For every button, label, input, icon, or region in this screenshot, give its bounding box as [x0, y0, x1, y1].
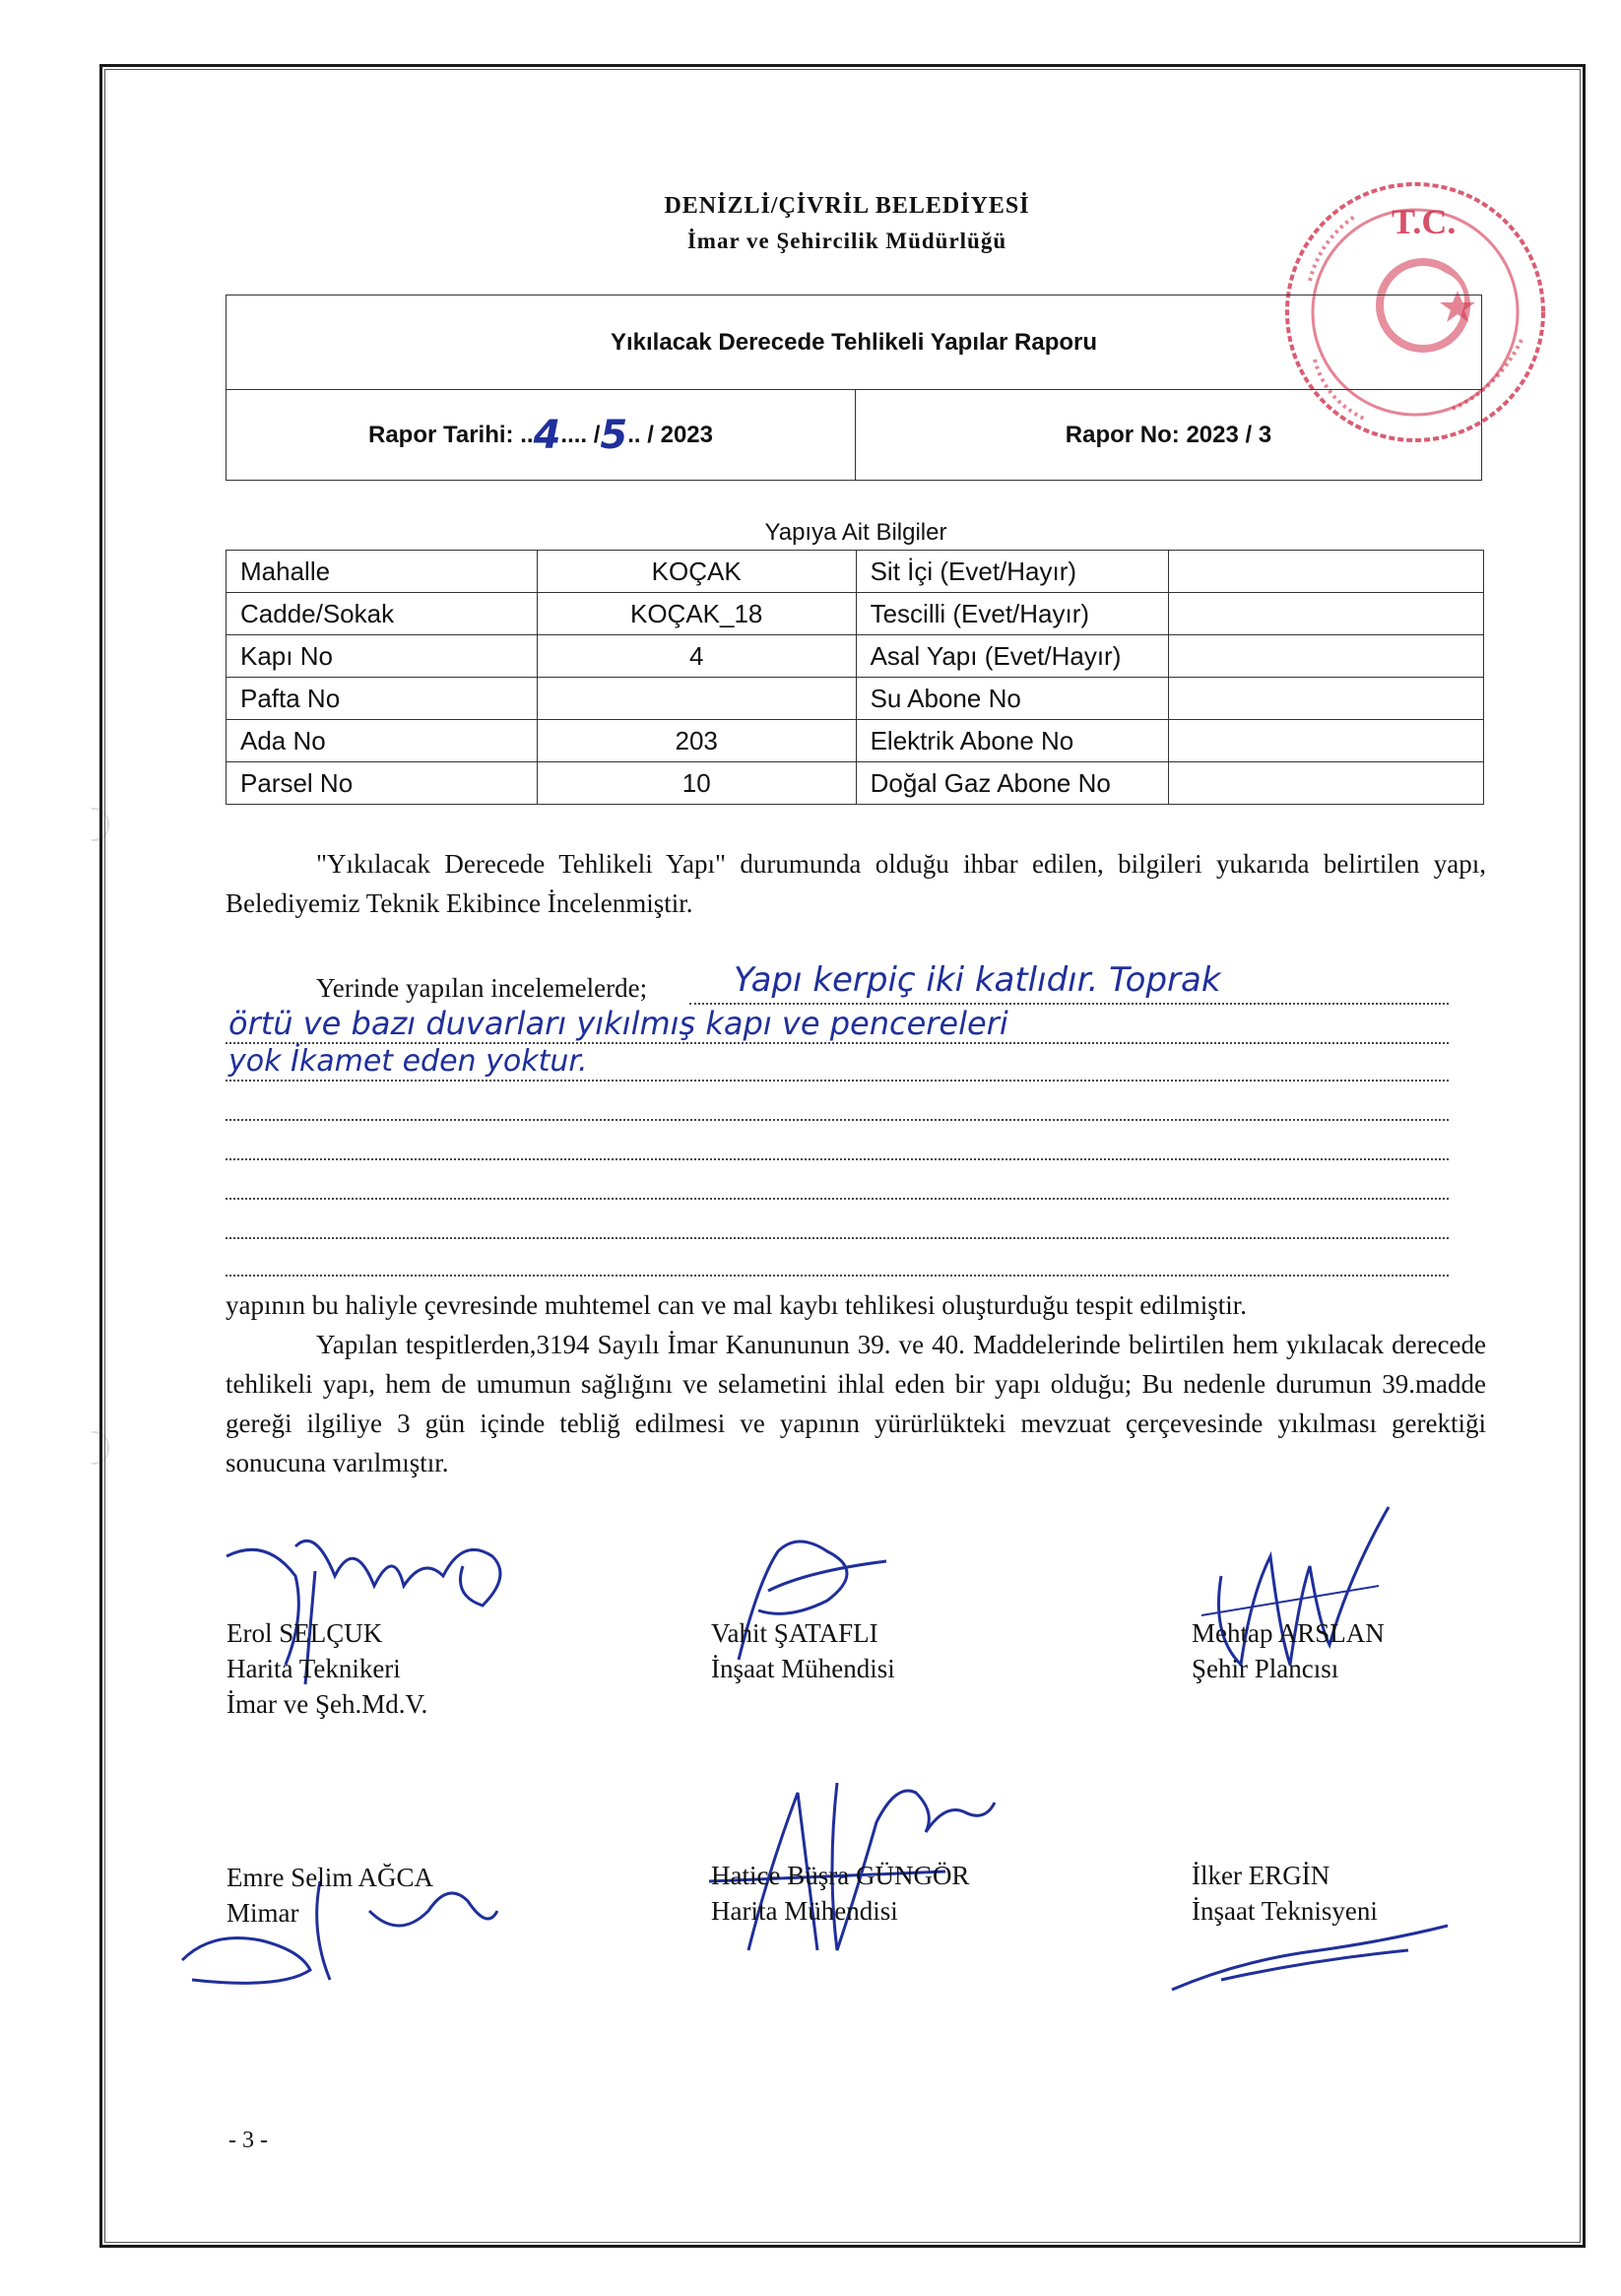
intro-paragraph: "Yıkılacak Derecede Tehlikeli Yapı" durumunda olduğu ihbar edilen, bilgileri yukarıda belirtilen yapı, Belediyemiz Teknik Ekibince İncelenmiştir. [226, 849, 1486, 918]
handwritten-line-3: yok İkamet eden yoktur. [228, 1044, 588, 1079]
report-title: Yıkılacak Derecede Tehlikeli Yapılar Raporu [226, 295, 1482, 390]
dotted-line [226, 1198, 1449, 1200]
handwritten-month: 5 [600, 412, 628, 458]
table-row: Kapı No 4 Asal Yapı (Evet/Hayır) [227, 635, 1484, 678]
table-row: Pafta No Su Abone No [227, 678, 1484, 720]
conclusion-paragraph: Yapılan tespitlerden,3194 Sayılı İmar Kanununun 39. ve 40. Maddelerinde belirtilen hem yıkılacak derecede tehlikeli yapı, hem de umumun sağlığını ve selametini ihlal eden bir yapı olduğu; Bu nedenle durumun 39.madde gereği ilgiliye 3 gün içinde tebliğ edilmesi ve yapının yürürlükteki mevzuat çerçevesinde yıkılması gerektiği sonucuna varılmıştır. [226, 1330, 1486, 1477]
org-title: DENİZLİ/ÇİVRİL BELEDİYESİ [664, 193, 1030, 219]
dotted-line [226, 1237, 1449, 1239]
table-row: Mahalle KOÇAK Sit İçi (Evet/Hayır) [227, 551, 1484, 593]
handwritten-day: 4 [533, 412, 561, 458]
signatory-5: Hatice Büşra GÜNGÖR Harita Mühendisi [711, 1861, 970, 1926]
inspection-label: Yerinde yapılan incelemelerde; [316, 973, 648, 1003]
signatory-6: İlker ERGİN İnşaat Teknisyeni [1192, 1861, 1378, 1926]
report-date: Rapor Tarihi: .. 4 .... / 5 .. / 2023 [226, 389, 856, 481]
stamp-text: T.C. [1392, 202, 1457, 241]
signatory-4: Emre Selim AĞCA Mimar [227, 1863, 433, 1928]
building-info-caption: Yapıya Ait Bilgiler [764, 519, 947, 546]
table-row: Cadde/Sokak KOÇAK_18 Tescilli (Evet/Hayır) [227, 593, 1484, 635]
dotted-line [226, 1119, 1449, 1121]
report-number: Rapor No: 2023 / 3 [855, 389, 1482, 481]
table-row: Ada No 203 Elektrik Abone No [227, 720, 1484, 762]
signatory-3: Mehtap ARSLAN Şehir Plancısı [1192, 1618, 1385, 1683]
dotted-line [226, 1158, 1449, 1160]
handwritten-line-2: örtü ve bazı duvarları yıkılmış kapı ve pencereleri [228, 1005, 1008, 1042]
handwritten-line-1: Yapı kerpiç iki katlıdır. Toprak [734, 960, 1221, 1000]
table-row: Parsel No 10 Doğal Gaz Abone No [227, 762, 1484, 805]
dept-title: İmar ve Şehircilik Müdürlüğü [686, 229, 1007, 253]
signatory-1: Erol SELÇUK Harita Teknikeri İmar ve Şeh.Md.V. [227, 1618, 428, 1719]
dotted-line [226, 1275, 1449, 1277]
dotted-line [226, 1080, 1449, 1082]
conclusion-line: yapının bu haliyle çevresinde muhtemel can ve mal kaybı tehlikesi oluşturduğu tespit edilmiştir. [226, 1290, 1248, 1320]
building-info-table [226, 550, 1484, 805]
page-number: - 3 - [228, 2128, 268, 2153]
signatory-2: Vahit ŞATAFLI İnşaat Mühendisi [711, 1618, 895, 1683]
